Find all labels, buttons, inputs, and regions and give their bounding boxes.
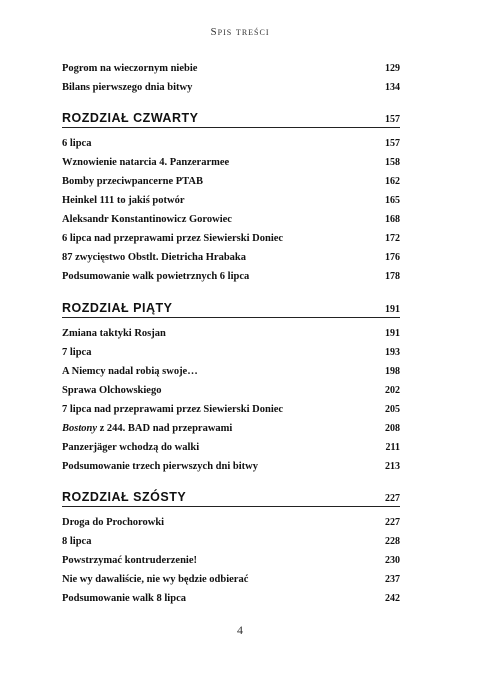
toc-entry-title: Podsumowanie walk 8 lipca	[62, 593, 186, 604]
toc-entry-page: 202	[385, 385, 400, 396]
toc-entry[interactable]	[62, 510, 400, 528]
toc-entry[interactable]	[62, 454, 400, 472]
italic-prefix: Bostony	[62, 423, 98, 434]
chapter-divider	[62, 317, 400, 318]
toc-entry-page: 242	[385, 593, 400, 604]
chapter-page: 157	[385, 114, 400, 125]
toc-entry-title: Zmiana taktyki Rosjan	[62, 328, 166, 339]
chapter-divider	[62, 127, 400, 128]
toc-entry-page: 178	[385, 271, 400, 282]
toc-entry-title: Heinkel 111 to jakiś potwór	[62, 195, 185, 206]
toc-entry-page: 193	[385, 347, 400, 358]
toc-entry-title: Powstrzymać kontruderzenie!	[62, 555, 198, 566]
toc-entry[interactable]	[62, 150, 400, 168]
toc-entry-page: 213	[385, 461, 400, 472]
toc-entry[interactable]	[62, 75, 400, 93]
chapter-title: ROZDZIAŁ PIĄTY	[62, 301, 173, 315]
toc-entry[interactable]	[62, 321, 400, 339]
toc-entry-title: Sprawa Olchowskiego	[62, 385, 162, 396]
chapter-heading-5[interactable]	[62, 293, 400, 315]
toc-entry-title: Aleksandr Konstantinowicz Gorowiec	[62, 214, 232, 225]
toc-entry-page: 237	[385, 574, 400, 585]
toc-entry-title	[62, 423, 232, 434]
toc-entry[interactable]	[62, 378, 400, 396]
toc-entry-page: 228	[385, 536, 400, 547]
toc-entry[interactable]	[62, 226, 400, 244]
toc-entry[interactable]	[62, 188, 400, 206]
toc-entry[interactable]	[62, 245, 400, 263]
toc-entry-page: 129	[385, 63, 400, 74]
toc-entry-page: 227	[385, 517, 400, 528]
running-header: Spis treści	[210, 26, 270, 38]
toc-entry[interactable]	[62, 567, 400, 585]
toc-entry-title: Bilans pierwszego dnia bitwy	[62, 82, 193, 93]
toc-entry-page: 205	[385, 404, 400, 415]
toc-entry-title: 6 lipca	[62, 138, 92, 149]
toc-entry-title: Bomby przeciwpancerne PTAB	[62, 176, 203, 187]
chapter-heading-6[interactable]	[62, 482, 400, 504]
toc-entry[interactable]	[62, 586, 400, 604]
toc-entry-page: 230	[385, 555, 400, 566]
toc-entry-page: 208	[385, 423, 400, 434]
toc-entry[interactable]	[62, 169, 400, 187]
toc-entry[interactable]	[62, 340, 400, 358]
toc-entry-title: 7 lipca nad przeprawami przez Siewierski Doniec	[62, 404, 284, 415]
chapter-divider	[62, 506, 400, 507]
chapter-page: 227	[385, 493, 400, 504]
toc-entry[interactable]	[62, 548, 400, 566]
toc-entry-page: 134	[385, 82, 400, 93]
chapter-title: ROZDZIAŁ CZWARTY	[62, 111, 199, 125]
toc-entry-title: A Niemcy nadal robią swoje…	[62, 366, 198, 377]
toc-entry-title: Droga do Prochorowki	[62, 517, 165, 528]
toc-entry-title: Podsumowanie trzech pierwszych dni bitwy	[62, 461, 258, 472]
toc-entry[interactable]	[62, 397, 400, 415]
toc-entry-page: 157	[385, 138, 400, 149]
toc-entry-title: 7 lipca	[62, 347, 92, 358]
toc-entry-page: 168	[385, 214, 400, 225]
toc-entry-title: Podsumowanie walk powietrznych 6 lipca	[62, 271, 250, 282]
chapter-page: 191	[385, 304, 400, 315]
toc-entry-title: Pogrom na wieczornym niebie	[62, 63, 198, 74]
chapter-title: ROZDZIAŁ SZÓSTY	[62, 490, 187, 504]
toc-entry-title: Nie wy dawaliście, nie wy będzie odbierać	[62, 574, 249, 585]
title-rest: z 244. BAD nad przeprawami	[97, 423, 233, 434]
toc-entry-page: 198	[385, 366, 400, 377]
chapter-heading-4[interactable]	[62, 103, 400, 125]
toc-entry[interactable]	[62, 131, 400, 149]
toc-entry-page: 176	[385, 252, 400, 263]
toc-entry-title: Panzerjäger wchodzą do walki	[62, 442, 200, 453]
toc-entry[interactable]	[62, 359, 400, 377]
toc-entry-page: 172	[385, 233, 400, 244]
page-number: 4	[237, 623, 243, 637]
toc-entry-page: 165	[385, 195, 400, 206]
toc-entry-page: 158	[385, 157, 400, 168]
toc-entry[interactable]	[62, 56, 400, 74]
toc-entry-title: 8 lipca	[62, 536, 92, 547]
toc-entry[interactable]	[62, 416, 400, 434]
toc-entry-title: 6 lipca nad przeprawami przez Siewierski Doniec	[62, 233, 284, 244]
toc-entry-title: 87 zwycięstwo Obstlt. Dietricha Hrabaka	[62, 252, 247, 263]
toc-entry[interactable]	[62, 207, 400, 225]
toc-entry-page: 162	[385, 176, 400, 187]
toc-entry-page: 191	[385, 328, 400, 339]
toc-entry[interactable]	[62, 435, 400, 453]
toc-entry[interactable]	[62, 264, 400, 282]
toc-entry[interactable]	[62, 529, 400, 547]
toc-entry-page: 211	[385, 442, 400, 453]
toc-entry-title: Wznowienie natarcia 4. Panzerarmee	[62, 157, 230, 168]
